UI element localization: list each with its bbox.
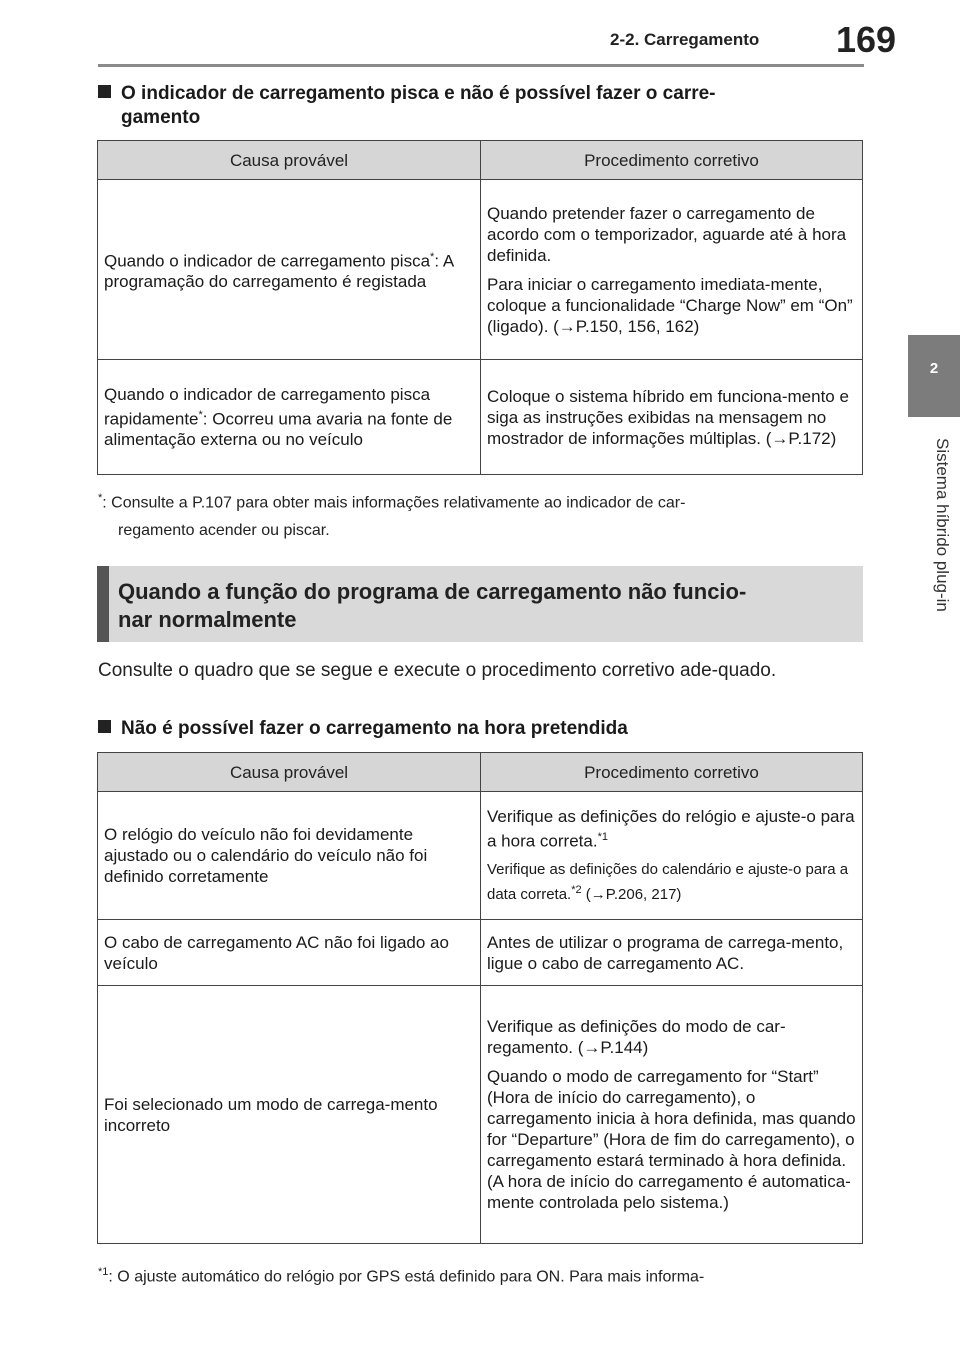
footnote-text: : O ajuste automático do relógio por GPS está definido para ON. Para mais informa- <box>108 1268 705 1286</box>
page-reference: (→P.206, 217) <box>581 886 682 904</box>
procedure-cell <box>481 986 863 1244</box>
chapter-number: 2 <box>929 360 939 377</box>
footnote-ref-2: *2 <box>571 884 582 897</box>
page-number: 169 <box>836 19 897 60</box>
cause-cell: Quando o indicador de carregamento pisca rapidamente*: Ocorreu uma avaria na fonte de alimentação externa ou no veículo <box>98 360 481 475</box>
cause-cell: O cabo de carregamento AC não foi ligado ao veículo <box>98 920 481 986</box>
procedure-text: Quando pretender fazer o carregamento de acordo com o temporizador, aguarde até à hora definida. <box>487 203 847 265</box>
subheading-text: Não é possível fazer o carregamento na hora pretendida <box>121 718 628 739</box>
table-row <box>98 986 863 1244</box>
cause-text-cont: : Ocorreu uma avaria na fonte de alimentação externa ou no veículo <box>104 409 453 450</box>
procedure-cell <box>481 792 863 920</box>
procedure-text-2: Verifique as definições do calendário e ajuste-o para a data correta. <box>487 861 849 904</box>
procedure-text-2: Quando o modo de carregamento for “Start” (Hora de início do carregamento), o carregamento inicia à hora definida, mas quando for “Departure” (Hora de fim do carregamento), o carregamento estará terminado à hora definida. (A hora de início do carregamento é automatica-mente controlada pelo sistema.) <box>487 1067 856 1212</box>
square-bullet-icon <box>98 85 111 98</box>
footnote-mark: * <box>98 492 103 504</box>
cause-cell: Quando o indicador de carregamento pisca*: A programação do carregamento é registada <box>98 180 481 360</box>
cause-cell: O relógio do veículo não foi devidamente ajustado ou o calendário do veículo não foi definido corretamente <box>98 792 481 920</box>
section-heading-line1: Quando a função do programa de carregamento não funcio- <box>118 579 747 604</box>
procedure-text: Verifique as definições do modo de car-regamento. (→P.144) <box>487 1017 786 1057</box>
footnote-line2: regamento acender ou piscar. <box>118 522 330 540</box>
cause-cell: Foi selecionado um modo de carrega-mento incorreto <box>98 986 481 1244</box>
troubleshoot-table-1 <box>97 140 863 475</box>
section-heading <box>118 578 848 634</box>
procedure-cell: Antes de utilizar o programa de carrega-mento, ligue o cabo de carregamento AC. <box>481 920 863 986</box>
subheading-cannot-charge <box>98 717 858 741</box>
cause-text: Quando o indicador de carregamento pisca <box>104 251 431 271</box>
subheading-line1: O indicador de carregamento pisca e não é possível fazer o carre- <box>121 83 716 104</box>
footnote-ref: *1 <box>597 830 608 843</box>
footnote-1 <box>98 1258 864 1291</box>
col-header-cause: Causa provável <box>98 141 481 180</box>
col-header-cause: Causa provável <box>98 753 481 792</box>
table-row <box>98 360 863 475</box>
procedure-text: Verifique as definições do relógio e ajuste-o para a hora correta. <box>487 806 855 851</box>
section-heading-line2: nar normalmente <box>118 607 297 632</box>
section-header: 2-2. Carregamento <box>610 30 760 49</box>
header-divider <box>98 64 864 67</box>
footnote-line1: : Consulte a P.107 para obter mais informações relativamente ao indicador de car- <box>102 494 686 512</box>
troubleshoot-table-2 <box>97 752 863 1244</box>
procedure-text-2: Para iniciar o carregamento imediata-mente, coloque a funcionalidade “Charge Now” em “On” (ligado). (→P.150, 156, 162) <box>487 274 853 336</box>
chapter-title: Sistema híbrido plug-in <box>933 438 952 612</box>
procedure-cell: Coloque o sistema híbrido em funciona-mento e siga as instruções exibidas na mensagem no mostrador de informações múltiplas. (→P.172) <box>481 360 863 475</box>
subheading-line2: gamento <box>121 107 201 128</box>
col-header-procedure: Procedimento corretivo <box>481 141 863 180</box>
footnote-mark: *1 <box>98 1266 109 1278</box>
square-bullet-icon <box>98 720 111 733</box>
subheading-indicator-blinks <box>98 82 858 130</box>
intro-paragraph: Consulte o quadro que se segue e execute o procedimento corretivo ade-quado. <box>98 660 777 681</box>
cause-text-cont: : A programação do carregamento é registada <box>104 251 454 292</box>
section-heading-bar <box>97 566 109 642</box>
cause-text: Quando o indicador de carregamento pisca rapidamente <box>104 384 431 429</box>
col-header-procedure: Procedimento corretivo <box>481 753 863 792</box>
procedure-cell <box>481 180 863 360</box>
table-row <box>98 180 863 360</box>
table-row <box>98 920 863 986</box>
footnote-asterisk <box>98 484 864 545</box>
table-row <box>98 792 863 920</box>
